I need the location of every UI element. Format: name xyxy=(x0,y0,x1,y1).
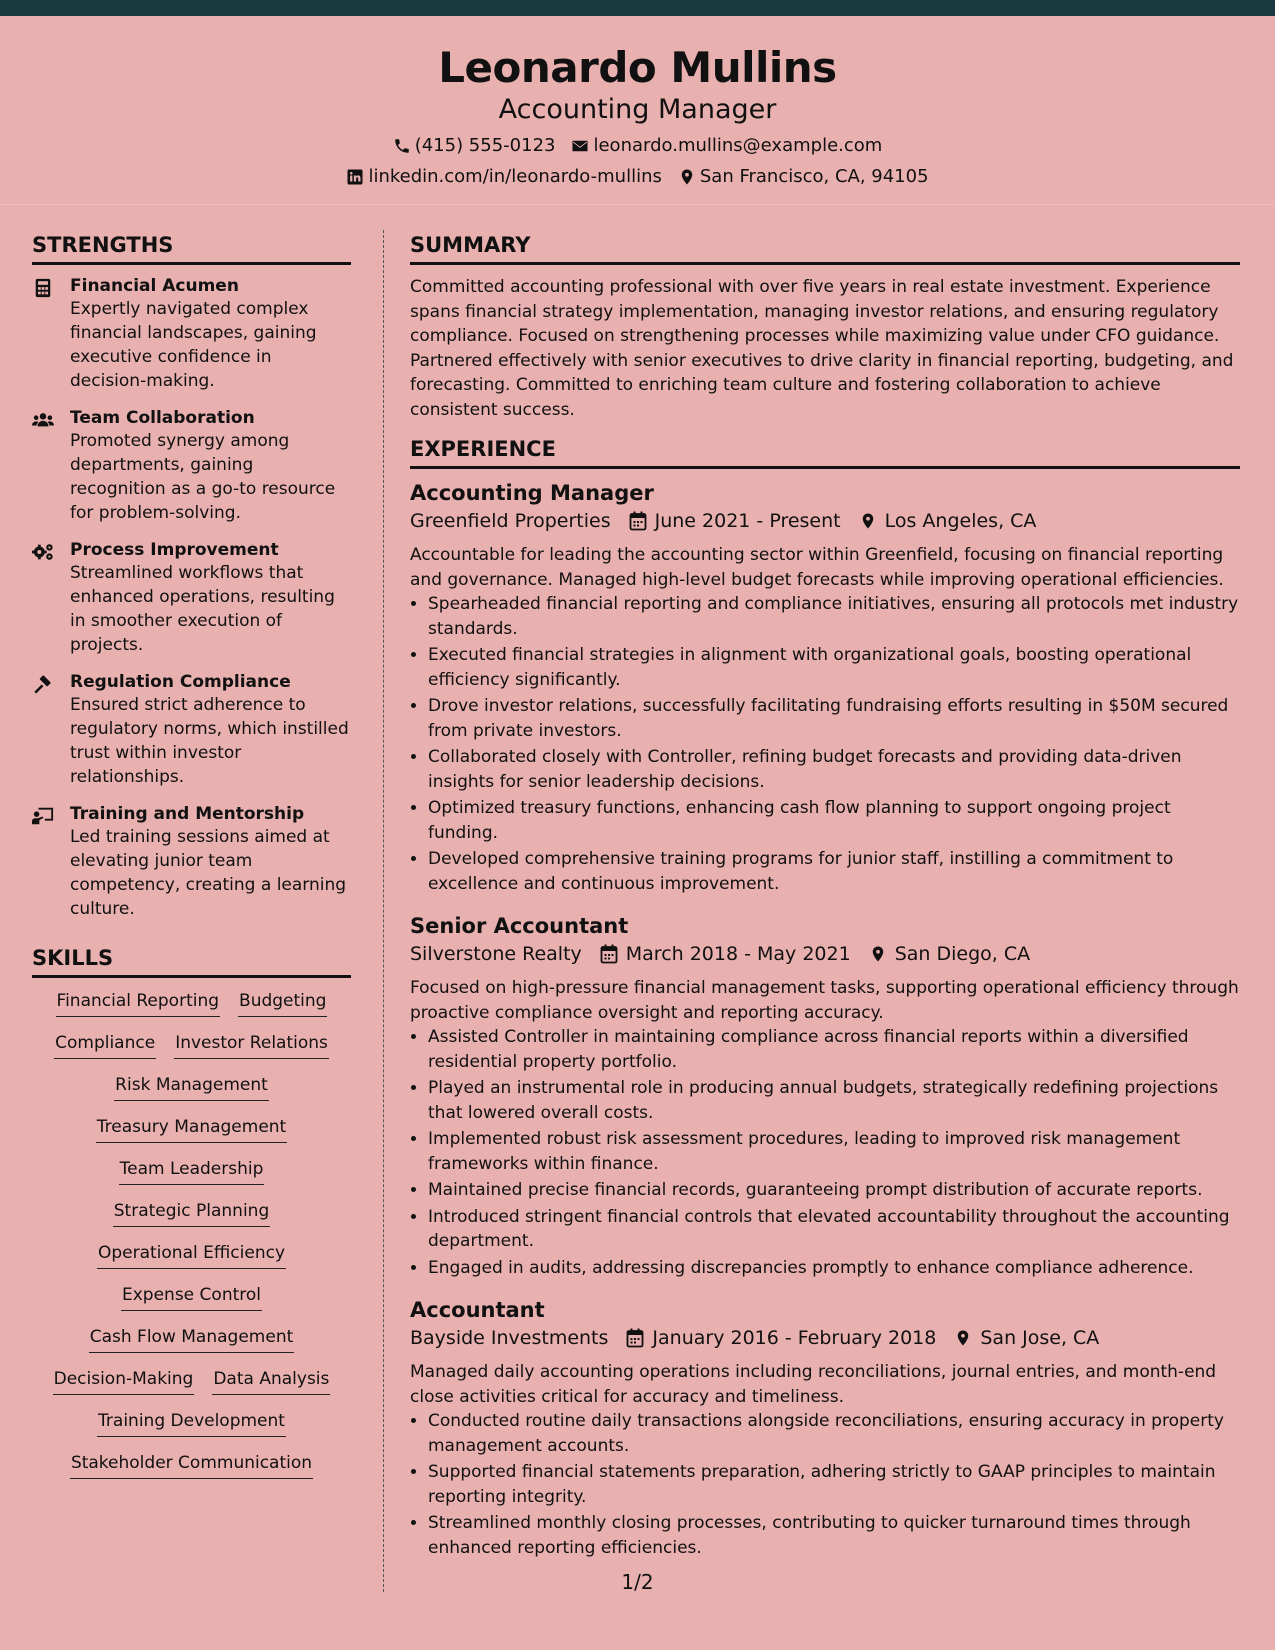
skill-tag: Treasury Management xyxy=(96,1114,287,1143)
strength-title: Regulation Compliance xyxy=(70,672,291,692)
job-title: Accounting Manager xyxy=(410,481,654,505)
list-item: • Implemented robust risk assessment procedures, leading to improved risk management frameworks within finance. xyxy=(428,1127,1240,1176)
map-marker-icon xyxy=(859,511,877,531)
list-item: • Maintained precise financial records, guaranteeing prompt distribution of accurate reports. xyxy=(428,1178,1240,1203)
job-dates-wrap xyxy=(626,1324,936,1352)
list-item: • Spearheaded financial reporting and compliance initiatives, ensuring all protocols met industry standards. xyxy=(428,592,1240,641)
map-marker-icon xyxy=(954,1328,972,1348)
email-text: leonardo.mullins@example.com xyxy=(593,135,883,156)
job-description: Accountable for leading the accounting sector within Greenfield, focusing on financial reporting and governance. Managed high-level budget forecasts while improving operational efficiencies. xyxy=(410,545,1224,590)
skill-tag: Investor Relations xyxy=(174,1030,329,1059)
strength-item xyxy=(32,407,351,525)
skill-tag: Financial Reporting xyxy=(56,988,221,1017)
phone-text: (415) 555-0123 xyxy=(414,135,556,156)
strength-item xyxy=(32,539,351,657)
summary-text: Committed accounting professional with over five years in real estate investment. Experience spans financial strategy implementation, managing investor relations, and ensuring regulatory compliance. Focused on strengthening processes while maximizing value under CFO guidance. Partnered effectively with senior executives to drive clarity in financial reporting, budgeting, and forecasting. Committed to enriching team culture and fostering collaboration to achieve consistent success. xyxy=(410,277,1234,420)
candidate-title: Accounting Manager xyxy=(498,94,777,125)
strength-desc: Ensured strict adherence to regulatory norms, which instilled trust within investor relationships. xyxy=(70,695,349,787)
job-entry xyxy=(410,479,1240,896)
job-entry xyxy=(410,912,1240,1280)
contact-row-2 xyxy=(0,166,1275,188)
gears-icon xyxy=(32,542,54,562)
job-description: Managed daily accounting operations including reconciliations, journal entries, and month-end close activities critical for accuracy and timeliness. xyxy=(410,1362,1217,1407)
strength-item xyxy=(32,803,351,921)
skill-tag: Expense Control xyxy=(121,1282,262,1311)
job-company: Bayside Investments xyxy=(410,1327,609,1349)
list-item: • Engaged in audits, addressing discrepancies promptly to enhance compliance adherence. xyxy=(428,1256,1240,1281)
job-location: Los Angeles, CA xyxy=(884,510,1037,532)
linkedin-icon xyxy=(346,168,364,186)
list-item: • Executed financial strategies in alignment with organizational goals, boosting operational efficiency significantly. xyxy=(428,643,1240,692)
strength-title: Process Improvement xyxy=(70,540,279,560)
job-dates: January 2016 - February 2018 xyxy=(652,1327,937,1349)
location-text: San Francisco, CA, 94105 xyxy=(699,166,929,187)
list-item: • Drove investor relations, successfully facilitating fundraising efforts resulting in $50M secured from private investors. xyxy=(428,694,1240,743)
strength-desc: Expertly navigated complex financial landscapes, gaining executive confidence in decision-making. xyxy=(70,299,317,391)
strength-title: Training and Mentorship xyxy=(70,804,305,824)
calendar-icon xyxy=(600,944,618,964)
calendar-icon xyxy=(629,511,647,531)
phone-contact xyxy=(393,135,556,157)
contact-row-1 xyxy=(0,135,1275,157)
job-dates: June 2021 - Present xyxy=(654,510,841,532)
job-meta xyxy=(410,1324,1240,1352)
job-dates: March 2018 - May 2021 xyxy=(625,943,851,965)
job-location: San Diego, CA xyxy=(894,943,1031,965)
job-bullets xyxy=(410,1409,1240,1560)
job-company: Greenfield Properties xyxy=(410,510,611,532)
calendar-icon xyxy=(626,1328,644,1348)
strength-title: Team Collaboration xyxy=(70,408,255,428)
job-meta xyxy=(410,940,1240,968)
skill-tag: Operational Efficiency xyxy=(97,1240,286,1269)
list-item: • Optimized treasury functions, enhancing cash flow planning to support ongoing project funding. xyxy=(428,796,1240,845)
skill-tag: Stakeholder Communication xyxy=(70,1450,313,1479)
top-bar xyxy=(0,0,1275,16)
linkedin-contact[interactable] xyxy=(346,166,661,188)
map-marker-icon xyxy=(678,168,696,186)
column-divider xyxy=(383,230,384,1592)
skill-tag: Training Development xyxy=(97,1408,286,1437)
list-item: • Assisted Controller in maintaining compliance across financial reports within a diversified residential property portfolio. xyxy=(428,1025,1240,1074)
phone-icon xyxy=(393,137,411,155)
strengths-heading: STRENGTHS xyxy=(32,230,351,265)
linkedin-text: linkedin.com/in/leonardo-mullins xyxy=(368,166,662,187)
calculator-icon xyxy=(32,278,54,298)
job-location-wrap xyxy=(859,507,1037,535)
strength-desc: Led training sessions aimed at elevating junior team competency, creating a learning culture. xyxy=(70,827,347,919)
skill-tag: Risk Management xyxy=(114,1072,269,1101)
job-entry xyxy=(410,1296,1240,1560)
skill-tag: Decision-Making xyxy=(53,1366,195,1395)
job-bullets xyxy=(410,592,1240,896)
skills-heading: SKILLS xyxy=(32,943,351,978)
chalkboard-teacher-icon xyxy=(32,806,54,826)
skills-list xyxy=(32,988,351,1479)
summary-heading: SUMMARY xyxy=(410,230,1240,265)
list-item: • Supported financial statements preparation, adhering strictly to GAAP principles to maintain reporting integrity. xyxy=(428,1460,1240,1509)
strength-item xyxy=(32,671,351,789)
job-location: San Jose, CA xyxy=(980,1327,1100,1349)
job-location-wrap xyxy=(954,1324,1099,1352)
job-dates-wrap xyxy=(600,940,851,968)
page-number: 1/2 xyxy=(621,1570,654,1594)
job-title: Accountant xyxy=(410,1298,545,1322)
gavel-icon xyxy=(32,674,54,694)
skill-tag: Compliance xyxy=(54,1030,156,1059)
list-item: • Played an instrumental role in producing annual budgets, strategically redefining projections that lowered overall costs. xyxy=(428,1076,1240,1125)
list-item: • Conducted routine daily transactions alongside reconciliations, ensuring accuracy in property management accounts. xyxy=(428,1409,1240,1458)
skill-tag: Data Analysis xyxy=(212,1366,330,1395)
job-bullets xyxy=(410,1025,1240,1280)
map-marker-icon xyxy=(869,944,887,964)
strength-title: Financial Acumen xyxy=(70,276,239,296)
skill-tag: Strategic Planning xyxy=(113,1198,270,1227)
list-item: • Streamlined monthly closing processes, contributing to quicker turnaround times through enhanced reporting efficiencies. xyxy=(428,1511,1240,1560)
job-company: Silverstone Realty xyxy=(410,943,582,965)
job-title: Senior Accountant xyxy=(410,914,629,938)
envelope-icon xyxy=(571,137,589,155)
job-dates-wrap xyxy=(629,507,841,535)
candidate-name: Leonardo Mullins xyxy=(438,43,837,92)
experience-heading: EXPERIENCE xyxy=(410,434,1240,469)
strength-desc: Promoted synergy among departments, gaining recognition as a go-to resource for problem-solving. xyxy=(70,431,336,523)
list-item: • Introduced stringent financial controls that elevated accountability throughout the accounting department. xyxy=(428,1205,1240,1254)
job-location-wrap xyxy=(869,940,1030,968)
resume-header xyxy=(0,16,1275,205)
skill-tag: Budgeting xyxy=(238,988,327,1017)
email-contact[interactable] xyxy=(571,135,882,157)
list-item: • Collaborated closely with Controller, refining budget forecasts and providing data-driven insights for senior leadership decisions. xyxy=(428,745,1240,794)
users-icon xyxy=(32,410,54,430)
strength-desc: Streamlined workflows that enhanced operations, resulting in smoother execution of projects. xyxy=(70,563,335,655)
list-item: • Developed comprehensive training programs for junior staff, instilling a commitment to excellence and continuous improvement. xyxy=(428,847,1240,896)
location-contact xyxy=(678,166,929,188)
job-description: Focused on high-pressure financial management tasks, supporting operational efficiency through proactive compliance oversight and reporting accuracy. xyxy=(410,978,1239,1023)
skill-tag: Team Leadership xyxy=(119,1156,265,1185)
left-column xyxy=(32,230,351,1492)
right-column xyxy=(410,230,1240,1576)
strength-item xyxy=(32,275,351,393)
skill-tag: Cash Flow Management xyxy=(89,1324,295,1353)
job-meta xyxy=(410,507,1240,535)
